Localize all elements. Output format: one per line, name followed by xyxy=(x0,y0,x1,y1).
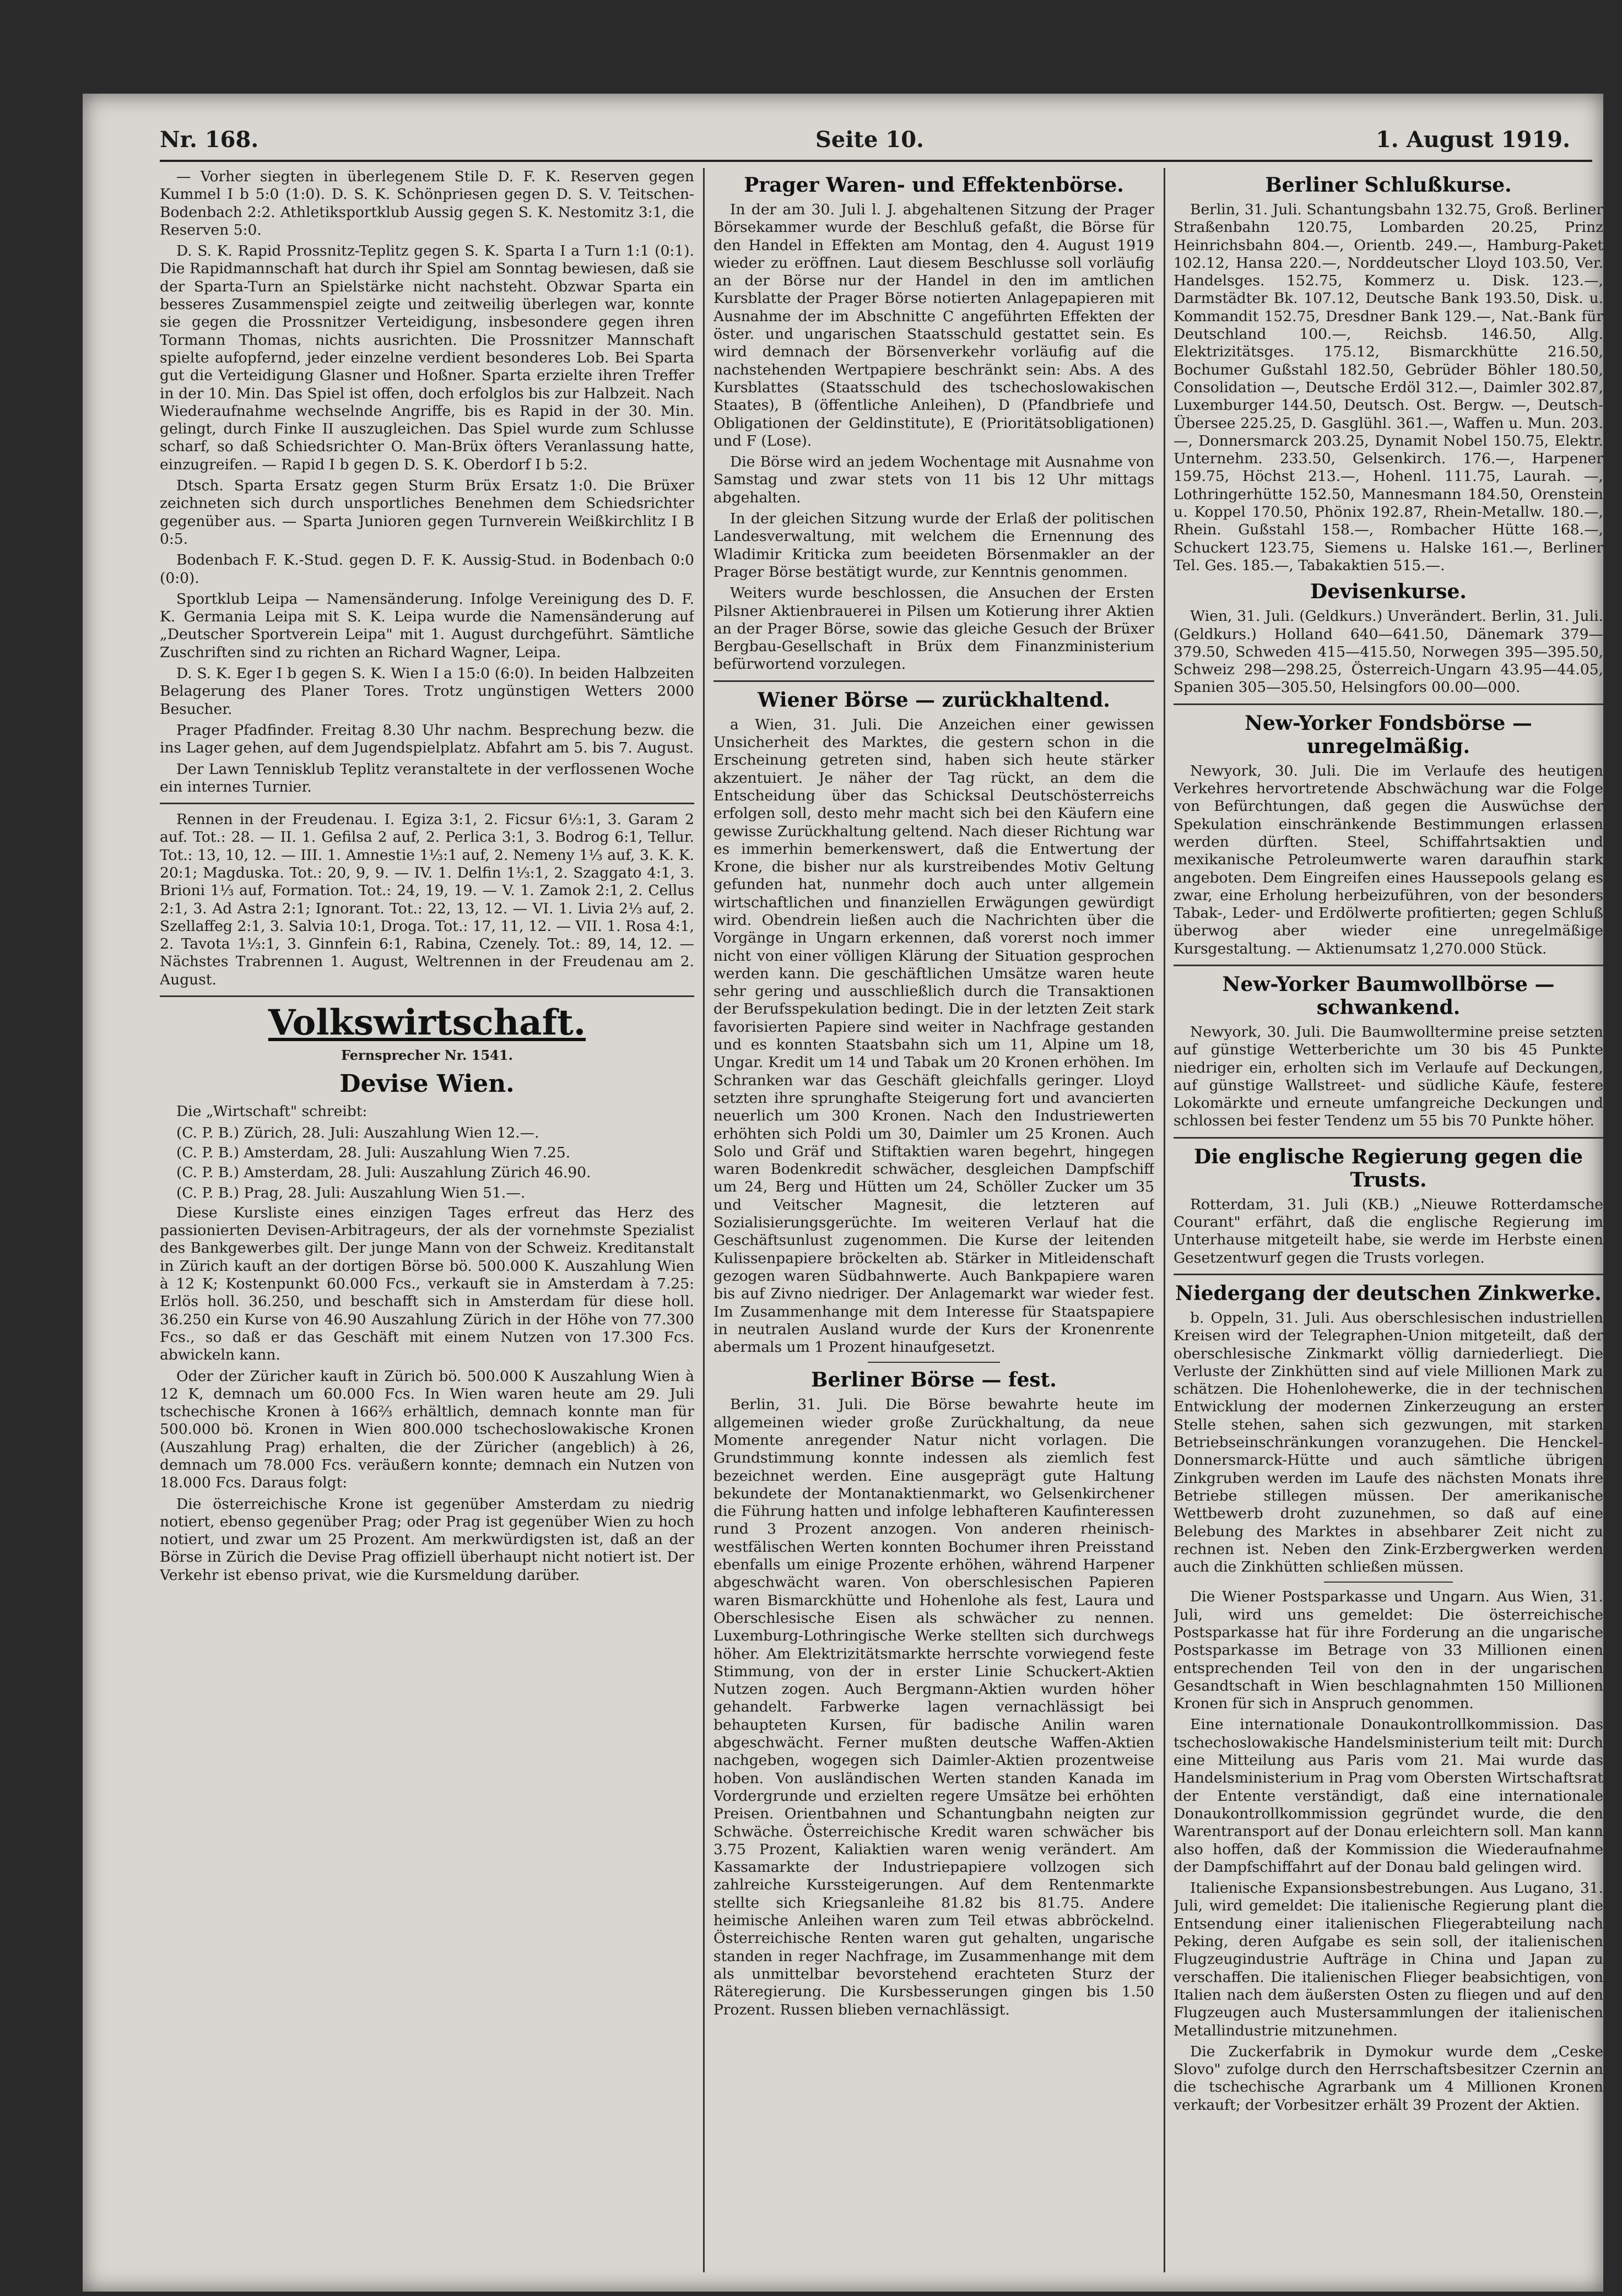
devise-intro: Die „Wirtschaft" schreibt: xyxy=(176,1103,367,1120)
section-title: Volkswirtschaft. xyxy=(268,1002,586,1044)
article-headline: New-Yorker Fondsbörse — unregelmäßig. xyxy=(1245,711,1532,758)
divider xyxy=(1324,1582,1453,1583)
divider xyxy=(1174,1137,1603,1139)
page-number: Seite 10. xyxy=(815,127,924,153)
article-headline: Devise Wien. xyxy=(339,1070,515,1098)
quote-line: (C. P. B.) Prag, 28. Juli: Auszahlung Wien 51.—. xyxy=(176,1184,526,1201)
sport-paragraph: Der Lawn Tennisklub Teplitz veranstaltete in der verflossenen Woche ein internes Turnier. xyxy=(160,760,694,795)
article-paragraph: In der am 30. Juli l. J. abgehaltenen Sitzung der Prager Börsekammer wurde der Beschluß gefaßt, die Börse für den Handel in Effekten am Montag, den 4. August 1919 wieder zu eröffnen. Laut diesem Beschlusse soll vorläufig an der Börse nur der Handel in den im amtlichen Kursblatte der Prager Börse notierten Anlagepapieren mit Ausnahme der im Abschnitte C angeführten Effekten der öster. und ungarischen Staatsschuld gestattet sein. Es wird demnach der Börsenverkehr vorläufig auf die nachstehenden Wertpapiere beschränkt sein: Abs. A des Kursblattes (Staatsschuld des tschechoslowakischen Staates), B (öffentliche Anleihen), D (Pfandbriefe und Obligationen der Geldinstitute), E (Prioritätsobligationen) und F (Lose). xyxy=(713,201,1154,450)
issue-date: 1. August 1919. xyxy=(1375,127,1570,153)
column-rule xyxy=(1164,168,1165,2272)
article-headline: Die englische Regierung gegen die Trusts. xyxy=(1194,1145,1583,1192)
news-item: Italienische Expansionsbestrebungen. Aus Lugano, 31. Juli, wird gemeldet: Die italienische Regierung plant die Entsendung einer italienischen Fliegerabteilung nach Peking, deren Aufgabe es sein soll, der italienischen Flugzeugindustrie Aufträge in China und Japan zu verschaffen. Die italienischen Flieger beabsichtigen, von Italien nach dem äußersten Osten zu fliegen und auf den Flugzeugen auch Mustersammlungen der italienischen Metallindustrie mitzunehmen. xyxy=(1174,1880,1603,2039)
divider xyxy=(1174,703,1603,705)
article-paragraph: b. Oppeln, 31. Juli. Aus oberschlesischen industriellen Kreisen wird der Telegraphen-Union mitgeteilt, daß der oberschlesische Zinkmarkt völlig darniederliegt. Die Verluste der Zinkhütten sind auf viele Millionen Mark zu schätzen. Die Hohenlohewerke, die in der technischen Entwicklung der modernen Zinkerzeugung an erster Stelle stehen, sahen sich gezwungen, mit starken Betriebseinschränkungen voranzugehen. Die Henckel-Donnersmarck-Hütte und auch sämtliche übrigen Zinkgruben werden im Laufe des nächsten Monats ihre Betriebe stillegen müssen. Der amerikanische Wettbewerb droht zuzunehmen, so daß auf eine Belebung des Marktes in absehbarer Zeit nicht zu rechnen ist. Neben den Zink-Erzbergwerken werden auch die Zinkhütten schließen müssen. xyxy=(1174,1309,1603,1576)
sport-paragraph: Bodenbach F. K.-Stud. gegen D. F. K. Aussig-Stud. in Bodenbach 0:0 (0:0). xyxy=(160,551,694,587)
news-item: Die Zuckerfabrik in Dymokur wurde dem „Ceske Slovo" zufolge durch den Herrschaftsbesitzer Czernin an die tschechische Agrarbank um 4 Millionen Kronen verkauft; der Vorbesitzer erhält 39 Prozent der Aktien. xyxy=(1174,2043,1603,2114)
article-headline: Niedergang der deutschen Zinkwerke. xyxy=(1175,1281,1602,1305)
news-item: Die Wiener Postsparkasse und Ungarn. Aus Wien, 31. Juli, wird uns gemeldet: Die österreichische Postsparkasse hat für ihre Forderung an die ungarische Postsparkasse im Betrage von 33 Millionen einen entsprechenden Teil von den in der ungarischen Gesandtschaft in Wien beschlagnahmten 150 Millionen Kronen für sich in Anspruch genommen. xyxy=(1174,1588,1603,1713)
article-headline: Prager Waren- und Effektenbörse. xyxy=(744,174,1124,197)
sport-paragraph: Sportklub Leipa — Namensänderung. Infolge Vereinigung des D. F. K. Germania Leipa mit S. K. Leipa wurde die Namensänderung auf „Deutscher Sportverein Leipa" mit 1. August durchgeführt. Sämtliche Zuschriften sind zu richten an Richard Wagner, Leipa. xyxy=(160,590,694,661)
sport-paragraph: Dtsch. Sparta Ersatz gegen Sturm Brüx Ersatz 1:0. Die Brüxer zeichneten sich durch unsportliches Benehmen dem Schiedsrichter gegenüber aus. — Sparta Junioren gegen Turnverein Weißkirchlitz I B 0:5. xyxy=(160,477,694,548)
news-item: Eine internationale Donaukontrollkommission. Das tschechoslowakische Handelsministerium teilt mit: Durch eine Mitteilung aus Paris vom 21. Mai wurde das Handelsministerium in Prag vom Obersten Wirtschaftsrat der Entente verständigt, daß eine internationale Donaukontrollkommission gegründet wurde, die den Warentransport auf der Donau erleichtern soll. Man kann also hoffen, daß der Kommission die Wiederaufnahme der Dampfschiffahrt auf der Donau bald gelingen wird. xyxy=(1174,1716,1603,1876)
article-headline: New-Yorker Baumwollbörse — schwankend. xyxy=(1222,972,1555,1019)
sport-paragraph: D. S. K. Rapid Prossnitz-Teplitz gegen S. K. Sparta I a Turn 1:1 (0:1). Die Rapidmannschaft hat durch ihr Spiel am Sonntag bewiesen, daß sie der Sparta-Turn an Spielstärke nicht nachsteht. Obzwar Sparta ein besseres Zusammenspiel zeigte und zeitweilig überlegen war, konnte sie gegen die Prossnitzer Verteidigung, insbesondere gegen ihren Tormann Thomas, nichts ausrichten. Die Prossnitzer Mannschaft spielte aufopfernd, jeder einzelne verdient besonderes Lob. Bei Sparta gut die Verteidigung Glasner und Hoßner. Sparta erzielte ihren Treffer in der 10. Min. Das Spiel ist offen, doch erfolglos bis zur Halbzeit. Nach Wiederaufnahme wechselnde Angriffe, bis es Rapid in der 30. Min. gelingt, durch Finke II auszugleichen. Das Spiel wurde zum Schlusse scharf, so daß Schiedsrichter O. Man-Brüx öfters Veranlassung hatte, einzugreifen. — Rapid I b gegen D. S. K. Oberdorf I b 5:2. xyxy=(160,242,694,473)
issue-number: Nr. 168. xyxy=(160,127,259,153)
article-paragraph: Wien, 31. Juli. (Geldkurs.) Unverändert. Berlin, 31. Juli. (Geldkurs.) Holland 640—641.50, Dänemark 379—379.50, Schweden 415—415.50, Norwegen 395—395.50, Schweiz 298—298.25, Österreich-Ungarn 43.95—44.05, Spanien 305—305.50, Helsingfors 00.00—000. xyxy=(1174,608,1603,696)
article-paragraph: Die österreichische Krone ist gegenüber Amsterdam zu niedrig notiert, ebenso gegenüber Prag; oder Prag ist gegenüber Wien zu hoch notiert, und zwar um 25 Prozent. Am merkwürdigsten ist, daß an der Börse in Zürich die Devise Prag offiziell überhaupt nicht notiert ist. Der Verkehr ist ebenso privat, wie die Kursmeldung darüber. xyxy=(160,1495,694,1584)
article-paragraph: Newyork, 30. Juli. Die im Verlaufe des heutigen Verkehres hervortretende Abschwächung war die Folge von Befürchtungen, daß gegen die Auswüchse der Spekulation einschränkende Bestimmungen erlassen werden dürften. Steel, Schiffahrtsaktien und mexikanische Petroleumwerte waren daraufhin stark angeboten. Dem Eingreifen eines Haussepools gelang es zwar, eine Erholung herbeizuführen, von der besonders Tabak-, Leder- und Erdölwerte profitierten; gegen Schluß überwog aber wieder eine unregelmäßige Kursgestaltung. — Aktienumsatz 1,270.000 Stück. xyxy=(1174,762,1603,957)
divider xyxy=(1174,965,1603,966)
article-paragraph: Rotterdam, 31. Juli (KB.) „Nieuwe Rotterdamsche Courant" erfährt, daß die englische Regierung im Unterhause mitgeteilt habe, sie werde im Herbste einen Gesetzentwurf gegen die Trusts vorlegen. xyxy=(1174,1195,1603,1266)
header-rule xyxy=(160,160,1592,162)
divider xyxy=(713,680,1154,682)
article-paragraph: Oder der Züricher kauft in Zürich bö. 500.000 K Auszahlung Wien à 12 K, demnach um 60.000 Fcs. In Wien waren heute am 29. Juli tschechische Kronen à 166⅔ erhältlich, demnach konnte man für 500.000 bö. Kronen in Wien 800.000 tschechoslowakische Kronen (Auszahlung Prag) erhalten, die der Züricher (angeblich) à 26, demnach um 78.000 Fcs. veräußern konnte; demnach ein Nutzen von 18.000 Fcs. Daraus folgt: xyxy=(160,1367,694,1492)
article-headline: Berliner Schlußkurse. xyxy=(1265,174,1512,197)
article-paragraph: Die Börse wird an jedem Wochentage mit Ausnahme von Samstag und zwar stets von 11 bis 12 Uhr mittags abgehalten. xyxy=(713,453,1154,506)
article-paragraph: a Wien, 31. Juli. Die Anzeichen einer gewissen Unsicherheit des Marktes, die gestern schon in die Erscheinung getreten sind, haben sich heute stärker akzentuiert. Je näher der Tag rückt, an dem die Entscheidung über das Schicksal Deutschösterreichs erfolgen soll, desto mehr macht sich bei den Käufern eine gewisse Zurückhaltung geltend. Nach dieser Richtung war es immerhin bemerkenswert, daß die Entwertung der Krone, die bisher nur als kurstreibendes Motiv Geltung gefunden hat, nunmehr doch auch unter allgemein wirtschaftlichen und finanziellen Erwägungen gewürdigt wird. Obendrein ließen auch die Nachrichten über die Vorgänge in Ungarn erkennen, daß vorerst noch immer nicht von einer völligen Klärung der Situation gesprochen werden kann. Die geschäftlichen Umsätze waren heute sehr gering und ausschließlich durch die Transaktionen der Berufsspekulation bedingt. Die in der letzten Zeit stark favorisierten Papiere sind weiter in Nachfrage gestanden und es konnten Staatsbahn sich um 11, Alpine um 18, Ungar. Kredit um 14 und Tabak um 20 Kronen erhöhen. Im Schranken war das Geschäft gleichfalls geringer. Lloyd setzten ihre sprunghafte Steigerung fort und avancierten neuerlich um 300 Kronen. Nach den Industriewerten erhöhten sich Poldi um 30, Daimler um 25 Kronen. Auch Solo und Gräf und Stiftaktien waren begehrt, hingegen waren Bodenkredit schwächer, desgleichen Dampfschiff um 24, Berg und Hütten um 24, Schöller Zucker um 35 und Veitscher Magnesit, die letzteren auf Sozialisierungsgerüchte. Im weiteren Verlauf hat die Geschäftsunlust zugenommen. Die Kurse der leitenden Kulissenpapiere bröckelten ab. Stärker in Mitleidenschaft gezogen waren Südbahnwerte. Auch Bankpapiere waren bis auf Zivno niedriger. Der Anlagemarkt war wieder fest. Im Zusammenhange mit dem Interesse für Staatspapiere in neutralen Ausland wurde der Kurs der Kronenrente abermals um 1 Prozent hinaufgesetzt. xyxy=(713,716,1154,1356)
article-paragraph: Diese Kursliste eines einzigen Tages erfreut das Herz des passionierten Devisen-Arbitrageurs, der als der vornehmste Spezialist des Bankgewerbes gilt. Der junge Mann von der Schweiz. Kreditanstalt in Zürich kauft an der dortigen Börse bö. 500.000 K. Auszahlung Wien à 12 K; Kostenpunkt 60.000 Fcs., verkauft sie in Amsterdam à 7.25: Erlös holl. 36.250, und beschafft sich in Amsterdam für diese holl. 36.250 ein Kurse von 46.90 Auszahlung Zürich in der Höhe von 77.300 Fcs., so daß er das Geschäft mit einem Nutzen von 17.300 Fcs. abwickeln kann. xyxy=(160,1204,694,1364)
column-3 xyxy=(1174,168,1603,2272)
sport-paragraph: Prager Pfadfinder. Freitag 8.30 Uhr nachm. Besprechung bezw. die ins Lager gehen, auf dem Jugendspielplatz. Abfahrt am 5. bis 7. August. xyxy=(160,721,694,757)
article-paragraph: Newyork, 30. Juli. Die Baumwolltermine preise setzten auf günstige Wetterberichte um 30 bis 45 Punkte niedriger ein, erholten sich im Verlaufe auf Deckungen, auf günstige Wallstreet- und südliche Käufe, festere Lokomärkte und erneute umfangreiche Deckungen und schlossen bei fester Tendenz um 55 bis 70 Punkte höher. xyxy=(1174,1023,1603,1130)
article-headline: Wiener Börse — zurückhaltend. xyxy=(758,688,1110,712)
article-headline: Devisenkurse. xyxy=(1310,580,1467,604)
article-paragraph: Berlin, 31. Juli. Schantungsbahn 132.75, Groß. Berliner Straßenbahn 120.75, Lombarden 20.25, Prinz Heinrichsbahn 804.—, Orientb. 249.—, Hamburg-Paket 102.12, Hansa 220.—, Norddeutscher Lloyd 103.50, Ver. Handelsges. 152.75, Kommerz u. Disk. 123.—, Darmstädter Bk. 107.12, Deutsche Bank 193.50, Disk. u. Kommandit 152.75, Dresdner Bank 129.—, Nat.-Bank für Deutschland 100.—, Reichsb. 146.50, Allg. Elektrizitätsges. 175.12, Bismarckhütte 216.50, Bochumer Gußstahl 182.50, Gebrüder Böhler 180.50, Consolidation —, Deutsche Erdöl 312.—, Daimler 302.87, Luxemburger 144.50, Deutsch. Ost. Bergw. —, Deutsch-Übersee 225.25, D. Gasglühl. 361.—, Waffen u. Mun. 203.—, Donnersmarck 203.25, Dynamit Nobel 150.75, Elektr. Unternehm. 233.50, Gelsenkirch. 176.—, Harpener 159.75, Höchst 213.—, Hohenl. 111.75, Laurah. —, Lothringerhütte 152.50, Mannesmann 184.50, Orenstein u. Koppel 170.50, Phönix 192.87, Rhein-Metallw. 180.—, Rhein. Gußstahl 158.—, Rombacher Hütte 168.—, Schuckert 123.75, Siemens u. Halske 161.—, Berliner Tel. Ges. 185.—, Tabakaktien 515.—. xyxy=(1174,201,1603,574)
racing-results: Rennen in der Freudenau. I. Egiza 3:1, 2. Ficsur 6⅓:1, 3. Garam 2 auf. Tot.: 28. — II. 1. Gefilsa 2 auf, 2. Perlica 3:1, 3. Bodrog 6:1, Tellur. Tot.: 13, 10, 12. — III. 1. Amnestie 1⅓:1 auf, 2. Nemeny 1⅓ auf, 3. K. K. 20:1; Magduska. Tot.: 20, 9, 9. — IV. 1. Delfin 1⅓:1, 2. Szaggato 4:1, 3. Brioni 1⅓ auf, Formation. Tot.: 24, 19, 19. — V. 1. Zamok 2:1, 2. Cellus 2:1, 3. Ad Astra 2:1; Ignorant. Tot.: 22, 13, 12. — VI. 1. Livia 2⅓ auf, 2. Szellaffeg 2:1, 3. Salvia 10:1, Droga. Tot.: 17, 11, 12. — VII. 1. Rosa 4:1, 2. Tavota 1⅓:1, 3. Ginnfein 6:1, Rabina, Czenely. Tot.: 89, 14, 12. — Nächstes Trabrennen 1. August, Weltrennen in der Freudenau am 2. August. xyxy=(160,811,694,988)
divider xyxy=(160,995,694,997)
column-2 xyxy=(713,168,1154,2272)
article-paragraph: Berlin, 31. Juli. Die Börse bewahrte heute im allgemeinen wieder große Zurückhaltung, da neue Momente anregender Natur nicht vorlagen. Die Grundstimmung konnte indessen als ziemlich fest bezeichnet werden. Eine ausgeprägt gute Haltung bekundete der Montanaktienmarkt, wo Gelsenkirchener die Führung hatten und infolge lebhafteren Kaufinteressen rund 3 Prozent anzogen. Von anderen rheinisch-westfälischen Werten konnten Bochumer ihren Preisstand ebenfalls um einige Prozente erhöhen, während Harpener abgeschwächt waren. Von oberschlesischen Papieren waren Bismarckhütte und Hohenlohe als fest, Laura und Oberschlesische Eisen als schwächer zu nennen. Luxemburg-Lothringische Werke stellten sich durchwegs höher. Am Elektrizitätsmarkte herrschte vorwiegend feste Stimmung, von der in erster Linie Schuckert-Aktien Nutzen zogen. Auch Bergmann-Aktien wurden höher gehandelt. Farbwerke lagen vernachlässigt bei behaupteten Kursen, für badische Anilin waren abgeschwächt. Ferner mußten deutsche Waffen-Aktien nachgeben, wogegen sich Daimler-Aktien prozentweise hoben. Von ausländischen Werten standen Kanada im Vordergrunde und erzielten regere Umsätze bei erhöhten Preisen. Orientbahnen und Schantungbahn neigten zur Schwäche. Österreichische Kredit waren schwächer bis 3.75 Prozent, Kaliaktien waren wenig verändert. Am Kassamarkte der Industriepapiere vollzogen sich zahlreiche Kurssteigerungen. Auf dem Rentenmarkte stellte sich Kriegsanleihe 81.82 bis 81.75. Andere heimische Anleihen waren zum Teil etwas abbröckelnd. Österreichische Renten waren gut gehalten, ungarische standen in reger Nachfrage, im Zusammenhange mit dem als unmittelbar bevorstehend erachteten Sturz der Räteregierung. Die Kursbesserungen gingen bis 1.50 Prozent. Russen blieben vernachlässigt. xyxy=(713,1396,1154,2018)
sport-paragraph: — Vorher siegten in überlegenem Stile D. F. K. Reserven gegen Kummel I b 5:0 (1:0). D. S. K. Schönpriesen gegen D. S. V. Teitschen-Bodenbach 2:2. Athletiksportklub Aussig gegen S. K. Nestomitz 3:1, die Reserven 5:0. xyxy=(160,168,694,239)
quote-line: (C. P. B.) Amsterdam, 28. Juli: Auszahlung Wien 7.25. xyxy=(176,1144,571,1161)
sport-paragraph: D. S. K. Eger I b gegen S. K. Wien I a 15:0 (6:0). In beiden Halbzeiten Belagerung des Planer Tores. Trotz ungünstigen Wetters 2000 Besucher. xyxy=(160,665,694,718)
article-paragraph: In der gleichen Sitzung wurde der Erlaß der politischen Landesverwaltung, mit welchem die Ernennung des Wladimir Kriticka zum beeideten Börsenmakler an der Prager Börse bestätigt wurde, zur Kenntnis genommen. xyxy=(713,510,1154,581)
newspaper-page xyxy=(83,94,1603,2292)
divider xyxy=(160,803,694,804)
column-1 xyxy=(160,168,694,2272)
article-paragraph: Weiters wurde beschlossen, die Ansuchen der Ersten Pilsner Aktienbrauerei in Pilsen um Kotierung ihrer Aktien an der Prager Börse, sowie das gleiche Gesuch der Brüxer Bergbau-Gesellschaft in Brüx dem Finanzministerium befürwortend vorzulegen. xyxy=(713,584,1154,673)
divider xyxy=(1174,1274,1603,1275)
article-headline: Berliner Börse — fest. xyxy=(811,1368,1057,1392)
page-header xyxy=(160,116,1603,160)
column-rule xyxy=(703,168,705,2272)
section-subtitle: Fernsprecher Nr. 1541. xyxy=(341,1047,513,1064)
quote-line: (C. P. B.) Amsterdam, 28. Juli: Auszahlung Zürich 46.90. xyxy=(176,1164,591,1182)
quote-line: (C. P. B.) Zürich, 28. Juli: Auszahlung Wien 12.—. xyxy=(176,1124,539,1141)
divider xyxy=(868,1362,1000,1363)
